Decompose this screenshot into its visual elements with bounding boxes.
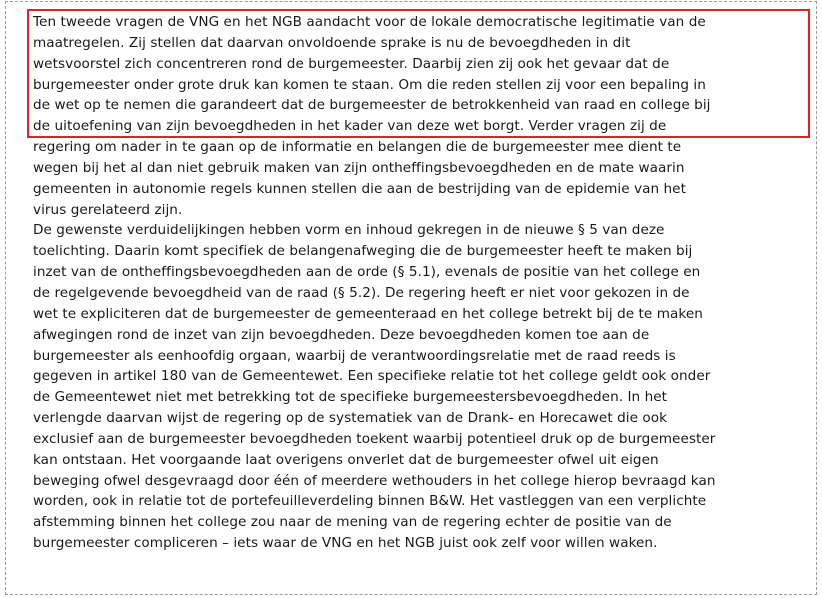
paragraph-2 [33, 220, 813, 554]
text-line: worden, ook in relatie tot de portefeuilleverdeling binnen B&W. Het vastleggen van een verplichte [33, 493, 707, 510]
document-text [33, 12, 813, 554]
text-line: wetsvoorstel zich concentreren rond de burgemeester. Daarbij zien zij ook het gevaar dat de [33, 55, 670, 72]
text-line: verlengde daarvan wijst de regering op de systematiek van de Drank- en Horecawet die ook [33, 410, 668, 427]
text-line: de Gemeentewet niet met betrekking tot de specifieke burgemeestersbevoegdheden. In het [33, 389, 668, 406]
text-line: burgemeester als eenhoofdig orgaan, waarbij de verantwoordingsrelatie met de raad reeds is [33, 347, 676, 364]
text-line: regering om nader in te gaan op de informatie en belangen die de burgemeester mee dient te [33, 139, 682, 156]
text-line: de regelgevende bevoegdheid van de raad (§ 5.2). De regering heeft er niet voor gekozen in de [33, 284, 690, 301]
text-line: wet te expliciteren dat de burgemeester de gemeenteraad en het college betrekt bij de te maken [33, 305, 703, 322]
text-line: gemeenten in autonomie regels kunnen stellen die aan de bestrijding van de epidemie van het [33, 180, 686, 197]
text-line: de uitoefening van zijn bevoegdheden in het kader van deze wet borgt. Verder vragen zij de [33, 118, 667, 135]
text-line: wegen bij het al dan niet gebruik maken van zijn ontheffingsbevoegdheden en de mate waarin [33, 159, 685, 176]
text-line: beweging ofwel desgevraagd door één of meerdere wethouders in het college hierop bevraagd kan [33, 472, 716, 489]
text-line: inzet van de ontheffingsbevoegdheden aan de orde (§ 5.1), evenals de positie van het college en [33, 264, 701, 281]
text-line: afstemming binnen het college zou naar de mening van de regering echter de positie van de [33, 514, 672, 531]
text-line: toelichting. Daarin komt specifiek de belangenafweging die de burgemeester heeft te maken bij [33, 243, 693, 260]
text-line: virus gerelateerd zijn. [33, 201, 183, 218]
text-line: Ten tweede vragen de VNG en het NGB aandacht voor de lokale democratische legitimatie van de [33, 14, 706, 30]
text-line: de wet op te nemen die garandeert dat de burgemeester de betrokkenheid van raad en college bij [33, 97, 711, 114]
document-page [5, 1, 817, 595]
text-line: maatregelen. Zij stellen dat daarvan onvoldoende sprake is nu de bevoegdheden in dit [33, 34, 631, 51]
paragraph-1 [33, 12, 813, 220]
text-line: exclusief aan de burgemeester bevoegdheden toekent waarbij potentieel druk op de burgemeester [33, 430, 716, 447]
text-line: burgemeester onder grote druk kan komen te staan. Om die reden stellen zij voor een bepaling in [33, 76, 706, 93]
text-line: De gewenste verduidelijkingen hebben vorm en inhoud gekregen in de nieuwe § 5 van deze [33, 222, 665, 239]
text-line: afwegingen rond de inzet van zijn bevoegdheden. Deze bevoegdheden komen toe aan de [33, 326, 650, 343]
text-line: gegeven in artikel 180 van de Gemeentewet. Een specifieke relatie tot het college geldt ook onder [33, 368, 711, 385]
text-line: kan ontstaan. Het voorgaande laat overigens onverlet dat de burgemeester ofwel uit eigen [33, 451, 659, 468]
text-line: burgemeester compliceren – iets waar de VNG en het NGB juist ook zelf voor willen waken. [33, 535, 658, 552]
